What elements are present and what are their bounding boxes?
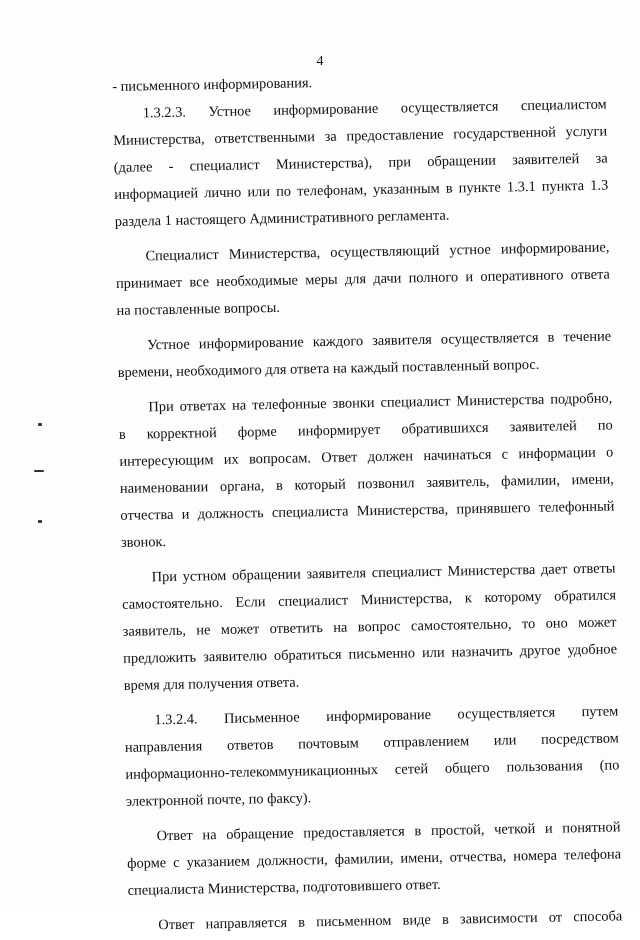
word: форме <box>237 423 277 441</box>
word: Министерства), <box>275 155 373 173</box>
word: который <box>294 476 346 494</box>
word: обращении <box>427 152 497 170</box>
word: предоставляется <box>303 823 405 842</box>
margin-mark <box>38 423 42 426</box>
word: интересующим <box>119 452 214 470</box>
word: - письменного информирования. <box>112 75 313 95</box>
word: с <box>501 446 509 463</box>
word: позвонил <box>357 475 415 493</box>
word: специалист <box>371 563 442 582</box>
word: информационно-телекоммуникационных <box>125 762 379 783</box>
word: в <box>445 180 453 197</box>
word: принимает <box>115 274 183 292</box>
word: электронной почте, по факсу). <box>125 790 312 810</box>
word: Министерства, <box>113 131 205 149</box>
margin-mark <box>38 520 42 523</box>
word: форме <box>127 855 167 872</box>
word: звонок. <box>120 534 167 551</box>
word: Устное <box>147 336 190 354</box>
word: номера <box>513 847 558 865</box>
word: специалиста <box>271 503 349 522</box>
word: самостоятельно, <box>410 616 512 635</box>
word: или <box>493 732 517 749</box>
word: информирование <box>273 100 379 119</box>
word: в <box>547 329 555 346</box>
word: оно <box>545 615 568 632</box>
word: простой, <box>430 821 485 840</box>
word: специалиста Министерства, подготовившего ответ. <box>127 876 441 899</box>
word: отправлением <box>383 733 470 751</box>
word: начинаться <box>423 446 492 465</box>
word: телефона <box>563 846 622 864</box>
word: фамилии, <box>334 850 394 868</box>
word: и <box>465 269 474 286</box>
word: направляется <box>205 914 288 933</box>
word: направления <box>124 738 203 756</box>
word: Устное <box>208 103 252 121</box>
word: Ответ <box>321 449 358 467</box>
word: принявшего <box>456 500 531 518</box>
word: Письменное <box>223 709 300 727</box>
word: каждого <box>312 333 364 351</box>
word: на <box>333 619 348 636</box>
word: самостоятельно. <box>122 594 223 613</box>
word: заявителю <box>203 648 268 666</box>
word: наименовании <box>119 479 209 497</box>
word: за <box>324 128 337 145</box>
word: времени, необходимого для ответа на каждый поставленный вопрос. <box>117 356 540 381</box>
word: Министерства, <box>356 501 449 520</box>
word: указанием <box>186 853 251 871</box>
word: заявитель, <box>122 622 187 640</box>
word: должен <box>367 448 414 466</box>
word: специалистом <box>520 96 607 115</box>
word: Министерства <box>456 391 545 410</box>
word: услуги <box>565 123 608 141</box>
word: указанным <box>372 180 440 199</box>
word: раздела 1 настоящего Административного регламента. <box>114 207 450 230</box>
word: 1.3.2.4. <box>154 711 198 729</box>
word: и <box>544 820 553 837</box>
word: при <box>388 154 412 171</box>
word: подробно, <box>550 390 613 408</box>
word: в <box>298 914 306 931</box>
word: обратился <box>553 587 617 605</box>
word: При <box>151 568 178 586</box>
word: обращении <box>231 566 301 584</box>
word: другое <box>519 642 561 660</box>
word: Министерства, <box>360 590 453 609</box>
word: 1.3.2.3. <box>142 104 187 122</box>
word: виде <box>402 912 431 929</box>
word: Специалист <box>145 246 219 265</box>
word: государственной <box>453 124 557 143</box>
word: телефонам, <box>297 182 368 200</box>
word: предложить <box>123 649 197 667</box>
word: течение <box>563 328 612 346</box>
word: в <box>118 426 126 443</box>
word: или <box>247 183 271 201</box>
word: органа, <box>219 478 265 496</box>
word: специалист <box>189 157 260 175</box>
word: обращение <box>226 825 294 843</box>
word: в <box>441 911 449 928</box>
word: корректной <box>146 425 217 443</box>
word: или <box>421 644 445 662</box>
word: фамилии, <box>501 472 561 490</box>
word: от <box>548 909 563 926</box>
word: отчества <box>120 506 174 524</box>
word: не <box>196 622 211 639</box>
word: телефонный <box>538 498 615 516</box>
word: пункта <box>541 177 585 195</box>
word: время для получения ответа. <box>123 674 300 694</box>
word: на <box>231 397 247 414</box>
word: ответов <box>226 737 274 754</box>
word: дает <box>540 561 568 578</box>
word: их <box>223 451 239 468</box>
word: ответственными <box>214 129 316 148</box>
word: заявителя <box>306 565 367 583</box>
word: зависимости <box>459 909 538 928</box>
word: на поставленные вопросы. <box>116 299 281 319</box>
word: для <box>344 271 367 288</box>
word: информации <box>518 444 596 463</box>
word: с <box>173 854 180 871</box>
word: способа <box>573 908 623 926</box>
word: специалист <box>277 592 349 610</box>
word: дачи <box>373 270 402 288</box>
word: информирование <box>198 334 304 353</box>
word: вопрос <box>357 618 401 636</box>
word: посредством <box>540 730 619 748</box>
word: специалист <box>380 393 451 411</box>
word: по <box>275 183 292 200</box>
word: имени, <box>400 849 443 867</box>
word: осуществляется <box>440 329 539 348</box>
word: звонки <box>332 395 375 412</box>
word: путем <box>581 703 619 721</box>
word: информирование, <box>500 239 610 258</box>
word: вопросам. <box>248 450 312 468</box>
word: имени, <box>571 471 614 489</box>
word: письменно <box>348 645 416 663</box>
word: 1.3.1 <box>506 178 536 196</box>
word: может <box>577 614 617 632</box>
word: Если <box>235 594 266 611</box>
word: заявителей <box>512 151 580 169</box>
word: в <box>414 823 422 840</box>
word: информирует <box>297 421 381 440</box>
word: меры <box>305 271 338 289</box>
word: обратившихся <box>401 419 489 438</box>
word: обратиться <box>273 646 342 664</box>
word: на <box>202 827 217 844</box>
word: пользования <box>506 758 583 776</box>
word: Министерства <box>447 561 536 580</box>
word: то <box>521 615 536 633</box>
word: необходимые <box>216 272 299 291</box>
word: назначить <box>451 643 513 661</box>
word: информацией <box>114 185 199 203</box>
word: заявитель, <box>426 473 490 492</box>
word: в <box>275 477 284 494</box>
word: письменном <box>316 912 392 931</box>
margin-mark <box>34 470 44 472</box>
word: Ответ <box>156 827 193 845</box>
word: заявителей <box>509 418 577 436</box>
word: заявителя <box>371 331 432 350</box>
word: которому <box>484 588 542 606</box>
word: Министерства, <box>228 245 321 263</box>
word: Ответ <box>158 916 195 934</box>
word: пункте <box>458 179 501 197</box>
word: полного <box>408 269 459 287</box>
word: почтовым <box>298 735 359 753</box>
word: и <box>181 506 190 523</box>
word: четкой <box>493 821 536 838</box>
word: отчества, <box>449 848 507 866</box>
word: ответить <box>269 620 324 638</box>
body-text <box>112 65 623 940</box>
word: (далее <box>113 159 153 176</box>
word: понятной <box>562 819 621 837</box>
word: все <box>189 274 210 291</box>
word: телефонные <box>252 395 327 414</box>
word: может <box>220 621 260 639</box>
word: о <box>605 444 614 461</box>
word: устное <box>449 241 491 259</box>
word: ответа <box>570 266 611 284</box>
word: лично <box>204 184 242 202</box>
word: (по <box>599 757 620 774</box>
word: удобное <box>567 641 618 659</box>
word: оперативного <box>480 267 564 285</box>
word: за <box>595 150 608 167</box>
word: предоставление <box>346 126 444 145</box>
word: должность <box>197 505 264 523</box>
word: сетей <box>394 761 429 778</box>
word: общего <box>444 759 490 777</box>
word: устном <box>182 567 227 585</box>
word: ответы <box>573 560 616 578</box>
word: к <box>464 590 472 607</box>
word: При <box>148 398 174 416</box>
page-number: 4 <box>316 54 324 69</box>
word: информирование <box>326 706 432 726</box>
word: по <box>597 417 613 434</box>
word: 1.3 <box>590 177 609 194</box>
word: должности, <box>256 852 328 870</box>
word: - <box>168 158 174 175</box>
word: осуществляется <box>400 98 499 117</box>
word: ответах <box>179 397 227 415</box>
word: осуществляется <box>457 704 556 723</box>
word: осуществляющий <box>330 242 440 261</box>
